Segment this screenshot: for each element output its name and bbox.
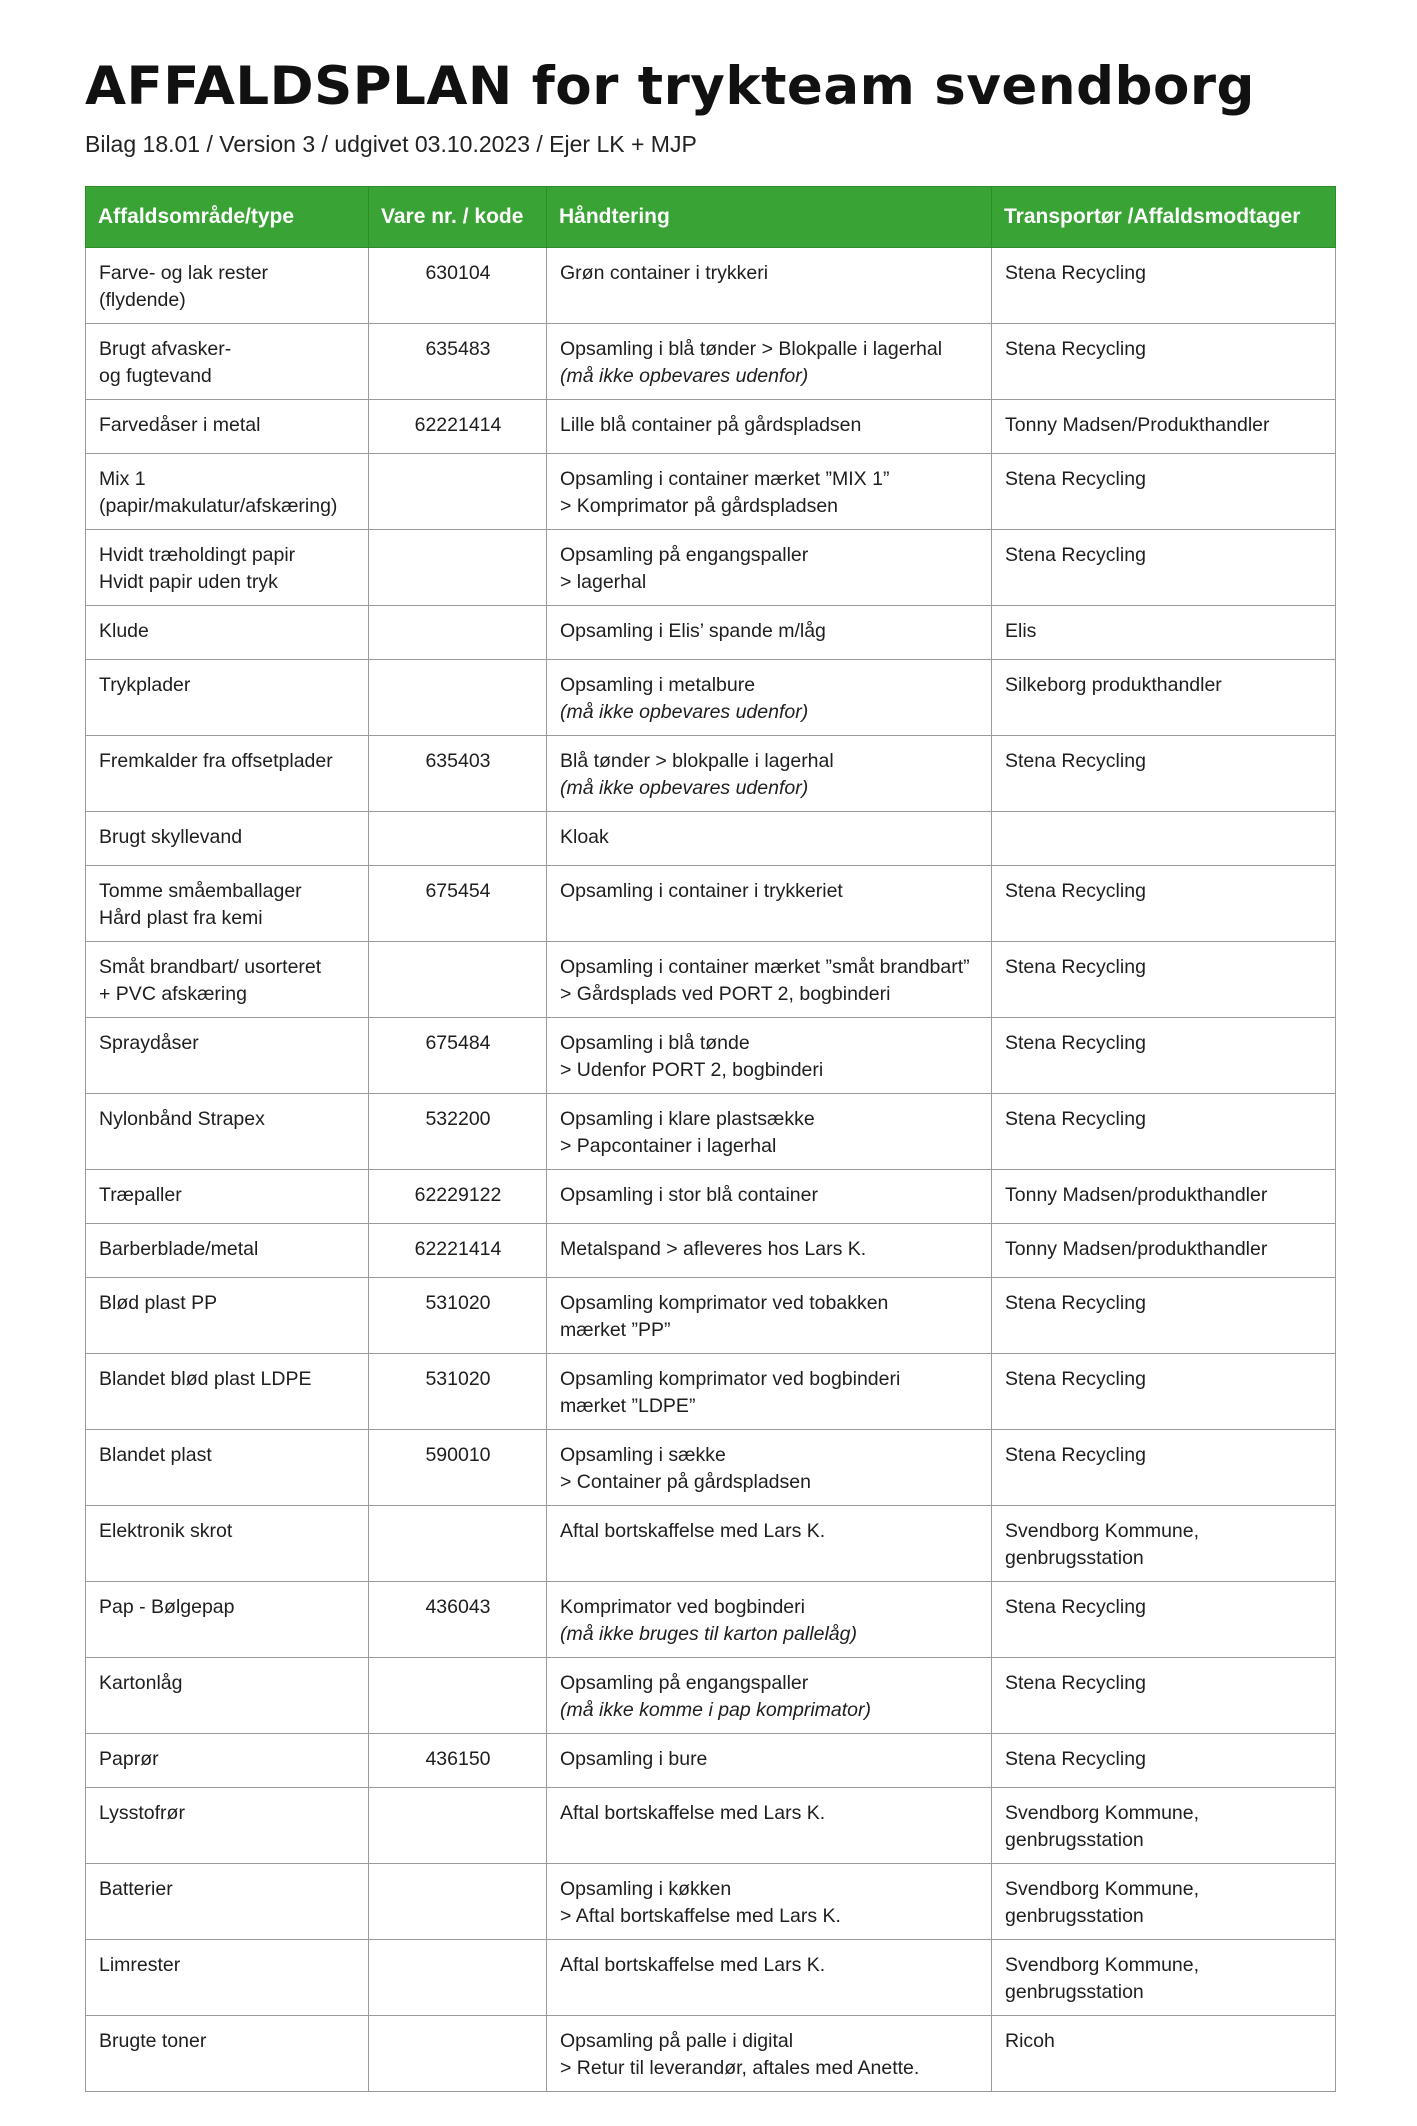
cell-handling <box>547 1430 992 1506</box>
cell-item-code <box>369 1864 547 1940</box>
handling-text: Metalspand > afleveres hos Lars K. <box>560 1238 867 1260</box>
cell-receiver: Stena Recycling <box>992 866 1336 942</box>
cell-waste-type: Spraydåser <box>86 1018 369 1094</box>
table-row <box>86 812 1336 866</box>
table-body <box>86 248 1336 2092</box>
handling-text: Aftal bortskaffelse med Lars K. <box>560 1520 826 1542</box>
page-title: AFFALDSPLAN for trykteam svendborg <box>85 56 1255 117</box>
cell-handling <box>547 1582 992 1658</box>
table-row <box>86 866 1336 942</box>
handling-note: (må ikke opbevares udenfor) <box>560 701 809 723</box>
handling-text: Opsamling i klare plastsække > Papcontainer i lagerhal <box>560 1108 815 1157</box>
cell-handling <box>547 606 992 660</box>
cell-receiver: Stena Recycling <box>992 1658 1336 1734</box>
cell-item-code: 675454 <box>369 866 547 942</box>
cell-receiver: Stena Recycling <box>992 1734 1336 1788</box>
handling-text: Opsamling i køkken > Aftal bortskaffelse med Lars K. <box>560 1878 841 1927</box>
cell-receiver: Stena Recycling <box>992 1018 1336 1094</box>
handling-text: Opsamling i sække > Container på gårdspladsen <box>560 1444 811 1493</box>
cell-item-code: 436150 <box>369 1734 547 1788</box>
handling-text: Opsamling i blå tønde > Udenfor PORT 2, bogbinderi <box>560 1032 824 1081</box>
handling-text: Komprimator ved bogbinderi <box>560 1596 805 1618</box>
table-row <box>86 400 1336 454</box>
table-row <box>86 660 1336 736</box>
handling-text: Opsamling i Elis’ spande m/låg <box>560 620 826 642</box>
table-row <box>86 1788 1336 1864</box>
handling-text: Opsamling i container mærket ”småt brandbart” > Gårdsplads ved PORT 2, bogbinderi <box>560 956 970 1005</box>
handling-text: Opsamling i bure <box>560 1748 708 1770</box>
handling-text: Opsamling i container i trykkeriet <box>560 880 843 902</box>
handling-text: Opsamling på engangspaller > lagerhal <box>560 544 809 593</box>
handling-text: Aftal bortskaffelse med Lars K. <box>560 1802 826 1824</box>
cell-receiver: Stena Recycling <box>992 530 1336 606</box>
cell-receiver: Stena Recycling <box>992 324 1336 400</box>
cell-waste-type: Elektronik skrot <box>86 1506 369 1582</box>
cell-item-code: 531020 <box>369 1278 547 1354</box>
header-item-code: Vare nr. / kode <box>369 187 547 248</box>
cell-item-code <box>369 1658 547 1734</box>
cell-handling <box>547 1788 992 1864</box>
cell-waste-type: Brugt afvasker- og fugtevand <box>86 324 369 400</box>
cell-waste-type: Farvedåser i metal <box>86 400 369 454</box>
cell-waste-type: Hvidt træholdingt papir Hvidt papir uden tryk <box>86 530 369 606</box>
cell-handling <box>547 530 992 606</box>
cell-waste-type: Blød plast PP <box>86 1278 369 1354</box>
handling-text: Aftal bortskaffelse med Lars K. <box>560 1954 826 1976</box>
handling-text: Blå tønder > blokpalle i lagerhal <box>560 750 834 772</box>
table-row <box>86 1354 1336 1430</box>
cell-item-code <box>369 530 547 606</box>
header-receiver: Transportør /Affaldsmodtager <box>992 187 1336 248</box>
cell-handling <box>547 2016 992 2092</box>
cell-waste-type: Barberblade/metal <box>86 1224 369 1278</box>
table-row <box>86 1658 1336 1734</box>
cell-handling <box>547 812 992 866</box>
table-row <box>86 1278 1336 1354</box>
cell-item-code: 675484 <box>369 1018 547 1094</box>
cell-receiver: Elis <box>992 606 1336 660</box>
table-header-row <box>86 187 1336 248</box>
cell-receiver: Stena Recycling <box>992 942 1336 1018</box>
cell-handling <box>547 1864 992 1940</box>
cell-handling <box>547 454 992 530</box>
cell-handling <box>547 248 992 324</box>
cell-item-code <box>369 942 547 1018</box>
cell-waste-type: Tomme småemballager Hård plast fra kemi <box>86 866 369 942</box>
table-row <box>86 736 1336 812</box>
cell-waste-type: Brugte toner <box>86 2016 369 2092</box>
cell-waste-type: Klude <box>86 606 369 660</box>
cell-receiver: Stena Recycling <box>992 248 1336 324</box>
table-row <box>86 1430 1336 1506</box>
table-row <box>86 1170 1336 1224</box>
header-waste-type: Affaldsområde/type <box>86 187 369 248</box>
table-row <box>86 1734 1336 1788</box>
cell-item-code: 62221414 <box>369 400 547 454</box>
cell-handling <box>547 1094 992 1170</box>
handling-text: Opsamling i stor blå container <box>560 1184 818 1206</box>
handling-text: Lille blå container på gårdspladsen <box>560 414 862 436</box>
cell-handling <box>547 866 992 942</box>
cell-handling <box>547 736 992 812</box>
cell-waste-type: Paprør <box>86 1734 369 1788</box>
table-row <box>86 2016 1336 2092</box>
cell-item-code: 62229122 <box>369 1170 547 1224</box>
cell-item-code: 635483 <box>369 324 547 400</box>
cell-handling <box>547 1018 992 1094</box>
waste-plan-table <box>85 186 1336 2092</box>
cell-receiver: Stena Recycling <box>992 454 1336 530</box>
cell-handling <box>547 942 992 1018</box>
cell-waste-type: Nylonbånd Strapex <box>86 1094 369 1170</box>
handling-text: Opsamling i metalbure <box>560 674 756 696</box>
table-row <box>86 1940 1336 2016</box>
table-row <box>86 1224 1336 1278</box>
cell-waste-type: Farve- og lak rester (flydende) <box>86 248 369 324</box>
cell-item-code: 635403 <box>369 736 547 812</box>
cell-handling <box>547 1940 992 2016</box>
cell-item-code <box>369 1506 547 1582</box>
header-handling: Håndtering <box>547 187 992 248</box>
cell-waste-type: Træpaller <box>86 1170 369 1224</box>
table-row <box>86 1094 1336 1170</box>
table-row <box>86 1506 1336 1582</box>
cell-waste-type: Blandet blød plast LDPE <box>86 1354 369 1430</box>
handling-note: (må ikke komme i pap komprimator) <box>560 1699 871 1721</box>
cell-waste-type: Pap - Bølgepap <box>86 1582 369 1658</box>
cell-receiver: Svendborg Kommune, genbrugsstation <box>992 1506 1336 1582</box>
cell-item-code <box>369 2016 547 2092</box>
cell-receiver: Stena Recycling <box>992 1354 1336 1430</box>
cell-item-code: 532200 <box>369 1094 547 1170</box>
cell-receiver: Svendborg Kommune, genbrugsstation <box>992 1788 1336 1864</box>
table-row <box>86 1864 1336 1940</box>
handling-text: Opsamling på palle i digital > Retur til leverandør, aftales med Anette. <box>560 2030 920 2079</box>
table-row <box>86 324 1336 400</box>
cell-handling <box>547 1224 992 1278</box>
cell-handling <box>547 660 992 736</box>
handling-note: (må ikke bruges til karton pallelåg) <box>560 1623 857 1645</box>
table-row <box>86 606 1336 660</box>
cell-handling <box>547 1734 992 1788</box>
cell-receiver: Stena Recycling <box>992 1094 1336 1170</box>
handling-text: Opsamling i container mærket ”MIX 1” > Komprimator på gårdspladsen <box>560 468 890 517</box>
table-row <box>86 942 1336 1018</box>
cell-waste-type: Kartonlåg <box>86 1658 369 1734</box>
document-page <box>85 56 1335 2079</box>
cell-receiver: Tonny Madsen/Produkthandler <box>992 400 1336 454</box>
cell-item-code <box>369 454 547 530</box>
cell-handling <box>547 324 992 400</box>
cell-receiver: Stena Recycling <box>992 736 1336 812</box>
cell-handling <box>547 1170 992 1224</box>
cell-waste-type: Blandet plast <box>86 1430 369 1506</box>
cell-receiver: Ricoh <box>992 2016 1336 2092</box>
table-row <box>86 1018 1336 1094</box>
cell-waste-type: Batterier <box>86 1864 369 1940</box>
cell-item-code <box>369 1788 547 1864</box>
cell-receiver: Stena Recycling <box>992 1430 1336 1506</box>
cell-receiver: Stena Recycling <box>992 1278 1336 1354</box>
handling-note: (må ikke opbevares udenfor) <box>560 777 809 799</box>
cell-waste-type: Lysstofrør <box>86 1788 369 1864</box>
handling-text: Opsamling komprimator ved bogbinderi mærket ”LDPE” <box>560 1368 901 1417</box>
cell-item-code <box>369 606 547 660</box>
cell-receiver: Svendborg Kommune, genbrugsstation <box>992 1940 1336 2016</box>
handling-text: Grøn container i trykkeri <box>560 262 769 284</box>
handling-note: (må ikke opbevares udenfor) <box>560 365 809 387</box>
cell-item-code: 62221414 <box>369 1224 547 1278</box>
cell-item-code <box>369 812 547 866</box>
cell-item-code: 590010 <box>369 1430 547 1506</box>
handling-text: Opsamling komprimator ved tobakken mærket ”PP” <box>560 1292 889 1341</box>
cell-receiver: Silkeborg produkthandler <box>992 660 1336 736</box>
cell-receiver: Tonny Madsen/produkthandler <box>992 1170 1336 1224</box>
table-row <box>86 1582 1336 1658</box>
handling-text: Opsamling i blå tønder > Blokpalle i lagerhal <box>560 338 943 360</box>
cell-waste-type: Mix 1 (papir/makulatur/afskæring) <box>86 454 369 530</box>
cell-handling <box>547 1278 992 1354</box>
cell-waste-type: Småt brandbart/ usorteret + PVC afskæring <box>86 942 369 1018</box>
cell-item-code <box>369 1940 547 2016</box>
table-row <box>86 248 1336 324</box>
cell-item-code: 531020 <box>369 1354 547 1430</box>
cell-handling <box>547 1354 992 1430</box>
cell-handling <box>547 1658 992 1734</box>
cell-handling <box>547 400 992 454</box>
cell-handling <box>547 1506 992 1582</box>
cell-receiver <box>992 812 1336 866</box>
cell-item-code <box>369 660 547 736</box>
cell-item-code: 630104 <box>369 248 547 324</box>
cell-receiver: Svendborg Kommune, genbrugsstation <box>992 1864 1336 1940</box>
cell-waste-type: Fremkalder fra offsetplader <box>86 736 369 812</box>
document-subtitle: Bilag 18.01 / Version 3 / udgivet 03.10.2023 / Ejer LK + MJP <box>85 131 697 157</box>
cell-item-code: 436043 <box>369 1582 547 1658</box>
table-row <box>86 530 1336 606</box>
table-row <box>86 454 1336 530</box>
handling-text: Opsamling på engangspaller <box>560 1672 809 1694</box>
cell-waste-type: Brugt skyllevand <box>86 812 369 866</box>
cell-receiver: Stena Recycling <box>992 1582 1336 1658</box>
handling-text: Kloak <box>560 826 609 848</box>
cell-receiver: Tonny Madsen/produkthandler <box>992 1224 1336 1278</box>
cell-waste-type: Trykplader <box>86 660 369 736</box>
cell-waste-type: Limrester <box>86 1940 369 2016</box>
